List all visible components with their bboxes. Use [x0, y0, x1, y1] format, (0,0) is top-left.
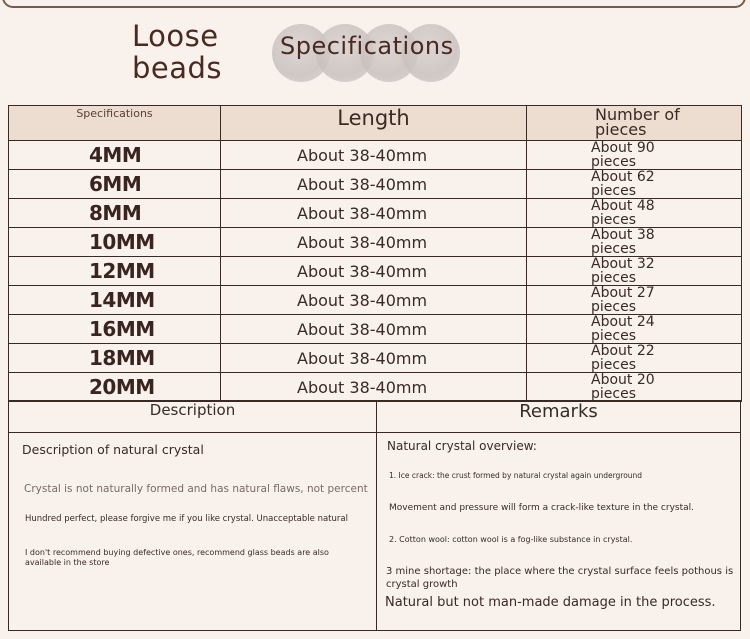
header-length: Length — [221, 106, 527, 141]
size-cell: 6MM — [9, 170, 221, 199]
length-cell: About 38-40mm — [221, 373, 527, 402]
header-number-of-pieces — [527, 106, 742, 141]
pieces-text: About 32 pieces — [591, 256, 655, 286]
length-cell: About 38-40mm — [221, 228, 527, 257]
loose-title-line1: Loose — [132, 19, 219, 53]
pieces-text: About 62 pieces — [591, 169, 655, 199]
specifications-title-badge — [272, 24, 464, 82]
pieces-text: About 24 pieces — [591, 314, 655, 344]
loose-title-line2: beads — [132, 51, 223, 85]
table-row — [9, 373, 742, 402]
table-row — [9, 228, 742, 257]
header-specifications: Specifications — [9, 106, 221, 141]
pieces-cell — [527, 141, 742, 170]
specifications-title: Specifications — [280, 32, 454, 60]
size-cell: 10MM — [9, 228, 221, 257]
specification-table — [8, 105, 742, 402]
header-number-of-pieces-text: Number of pieces — [595, 105, 680, 139]
table-row — [9, 141, 742, 170]
pieces-cell — [527, 286, 742, 315]
loose-beads-title — [132, 20, 222, 84]
length-cell: About 38-40mm — [221, 141, 527, 170]
description-line: Hundred perfect, please forgive me if you like crystal. Unacceptable natural — [25, 514, 348, 524]
size-cell: 20MM — [9, 373, 221, 402]
pieces-text: About 22 pieces — [591, 343, 655, 373]
size-cell: 14MM — [9, 286, 221, 315]
remarks-title: Natural crystal overview: — [387, 439, 537, 453]
pieces-text: About 20 pieces — [591, 372, 655, 402]
pieces-text: About 90 pieces — [591, 140, 655, 170]
table-row — [9, 315, 742, 344]
table-row — [9, 257, 742, 286]
remarks-line: 1. Ice crack: the crust formed by natural crystal again underground — [389, 471, 643, 480]
length-cell: About 38-40mm — [221, 257, 527, 286]
pieces-cell — [527, 228, 742, 257]
table-row — [9, 344, 742, 373]
length-cell: About 38-40mm — [221, 344, 527, 373]
size-cell: 4MM — [9, 141, 221, 170]
size-cell: 18MM — [9, 344, 221, 373]
description-line: I don't recommend buying defective ones, recommend glass beads are also available in the store — [25, 548, 329, 567]
remarks-panel — [376, 432, 741, 631]
remarks-line: 3 mine shortage: the place where the crystal surface feels pothous is crystal growth — [386, 566, 734, 590]
pieces-cell — [527, 344, 742, 373]
pieces-text: About 48 pieces — [591, 198, 655, 228]
remarks-line: 2. Cotton wool: cotton wool is a fog-like substance in crystal. — [389, 535, 633, 544]
table-row — [9, 286, 742, 315]
pieces-text: About 27 pieces — [591, 285, 655, 315]
description-line: Crystal is not naturally formed and has natural flaws, not percent — [24, 483, 368, 495]
length-cell: About 38-40mm — [221, 315, 527, 344]
top-frame-border — [2, 0, 746, 8]
remarks-line: Natural but not man-made damage in the process. — [385, 595, 716, 610]
description-panel — [8, 432, 377, 631]
size-cell: 12MM — [9, 257, 221, 286]
size-cell: 16MM — [9, 315, 221, 344]
description-title: Description of natural crystal — [22, 442, 204, 457]
pieces-cell — [527, 373, 742, 402]
length-cell: About 38-40mm — [221, 199, 527, 228]
pieces-cell — [527, 257, 742, 286]
pieces-cell — [527, 170, 742, 199]
remarks-header: Remarks — [376, 400, 741, 433]
pieces-text: About 38 pieces — [591, 227, 655, 257]
length-cell: About 38-40mm — [221, 170, 527, 199]
pieces-cell — [527, 315, 742, 344]
description-header: Description — [8, 400, 377, 433]
size-cell: 8MM — [9, 199, 221, 228]
table-row — [9, 170, 742, 199]
remarks-line: Movement and pressure will form a crack-like texture in the crystal. — [389, 503, 694, 513]
table-header-row — [9, 106, 742, 141]
table-row — [9, 199, 742, 228]
length-cell: About 38-40mm — [221, 286, 527, 315]
pieces-cell — [527, 199, 742, 228]
